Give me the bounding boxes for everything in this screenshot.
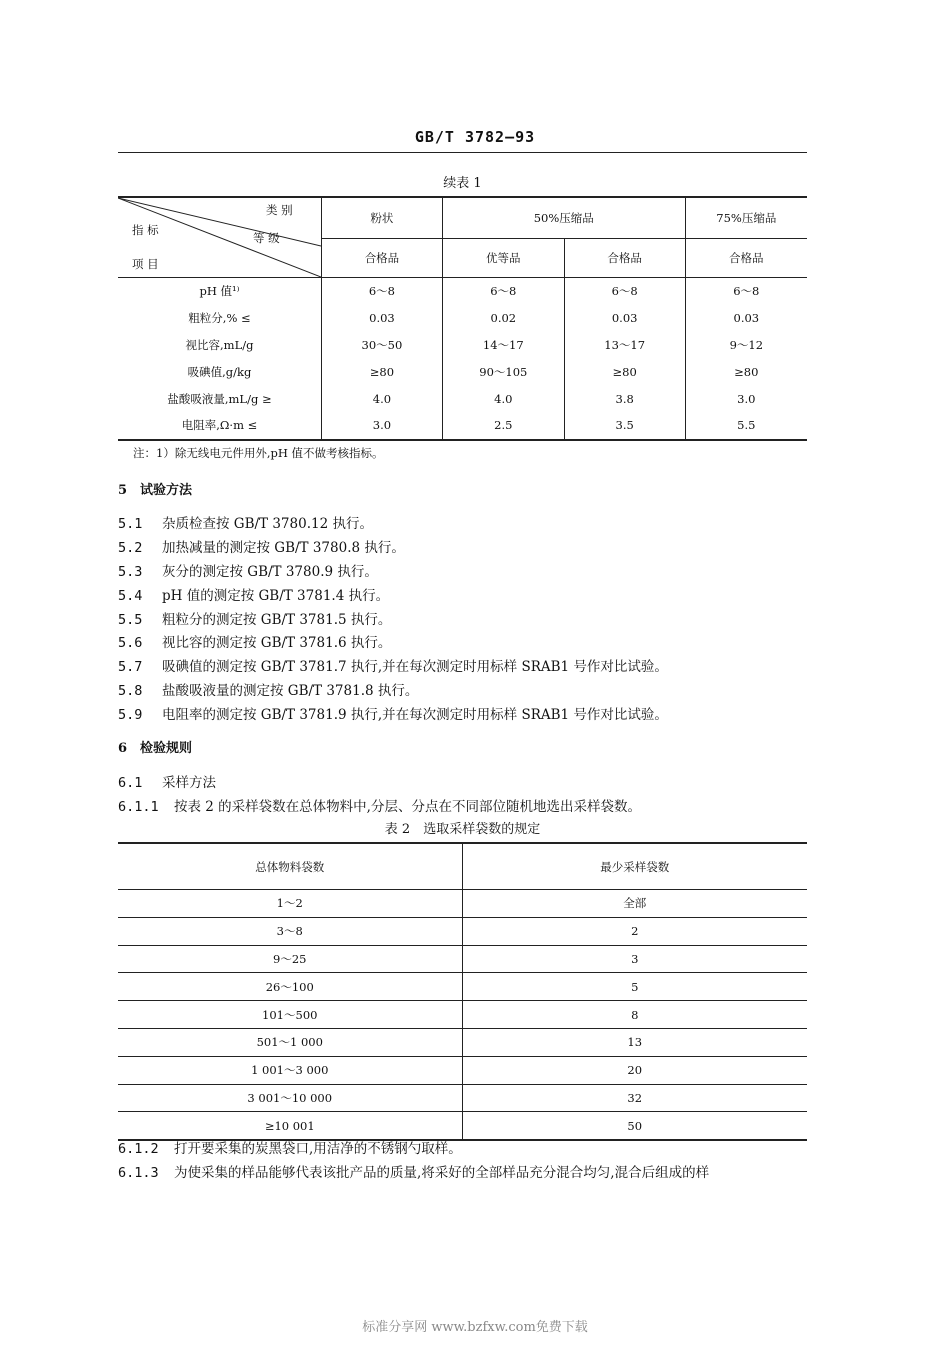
cell: 26～100 [118, 973, 462, 1001]
table2-header: 总体物料袋数 [118, 843, 462, 890]
table1 [118, 196, 807, 441]
row-label: 粗粒分,% ≤ [188, 311, 251, 326]
cell: 30～50 [322, 332, 443, 359]
table2-row [118, 1056, 807, 1084]
clause-num: 5.9 [118, 707, 143, 723]
cell: ≥80 [322, 358, 443, 385]
row-label: pH 值¹⁾ [199, 284, 240, 299]
clause-5-9 [118, 703, 668, 723]
cell: 2.5 [442, 412, 564, 440]
clause-5-4 [118, 584, 389, 604]
cell: 32 [462, 1084, 807, 1112]
clause-text: 吸碘值的测定按 GB/T 3781.7 执行,并在每次测定时用标样 SRAB1 号作对比试验。 [162, 659, 668, 675]
table2-row [118, 1112, 807, 1140]
cell: 全部 [462, 890, 807, 918]
page-header: GB/T 3782—93 [414, 128, 536, 146]
cell: 0.03 [564, 305, 685, 332]
cell: ≥80 [564, 358, 685, 385]
cell: 9～25 [118, 945, 462, 973]
table1-row [118, 385, 807, 412]
clause-text: 电阻率的测定按 GB/T 3781.9 执行,并在每次测定时用标样 SRAB1 号作对比试验。 [162, 707, 668, 723]
table1-note: 注：1）除无线电元件用外,pH 值不做考核指标。 [133, 446, 384, 460]
clause-text: 视比容的测定按 GB/T 3781.6 执行。 [162, 635, 392, 651]
cell: 20 [462, 1056, 807, 1084]
table2-row [118, 890, 807, 918]
clause-6-1-1 [118, 795, 641, 815]
cell: 3 [462, 945, 807, 973]
cell: 6～8 [322, 278, 443, 305]
cell: 13～17 [564, 332, 685, 359]
table2-row [118, 973, 807, 1001]
clause-6-1-2 [118, 1137, 462, 1157]
cell: 5.5 [685, 412, 807, 440]
group-50: 50%压缩品 [442, 197, 685, 239]
clause-text: 灰分的测定按 GB/T 3780.9 执行。 [162, 564, 378, 580]
cell: 3.8 [564, 385, 685, 412]
clause-text: 采样方法 [162, 775, 216, 791]
clause-num: 5.4 [118, 588, 143, 604]
header-rule [118, 152, 807, 153]
clause-text: 按表 2 的采样袋数在总体物料中,分层、分点在不同部位随机地选出采样袋数。 [174, 799, 641, 815]
cell: 6～8 [442, 278, 564, 305]
grade-cell: 合格品 [322, 239, 443, 278]
group-75: 75%压缩品 [685, 197, 807, 239]
cell: 0.03 [322, 305, 443, 332]
cell: 6～8 [564, 278, 685, 305]
cell: ≥80 [685, 358, 807, 385]
table1-corner-cell [118, 197, 322, 278]
cell: 1 001～3 000 [118, 1056, 462, 1084]
table1-row [118, 332, 807, 359]
table1-row [118, 358, 807, 385]
cell: 3 001～10 000 [118, 1084, 462, 1112]
table2-caption: 表 2 选取采样袋数的规定 [384, 822, 541, 837]
cell: 3.5 [564, 412, 685, 440]
row-label: 视比容,mL/g [185, 337, 254, 352]
cell: 1～2 [118, 890, 462, 918]
cell: 4.0 [322, 385, 443, 412]
table2-row [118, 945, 807, 973]
clause-5-2 [118, 536, 405, 556]
clause-text: 盐酸吸液量的测定按 GB/T 3781.8 执行。 [162, 683, 419, 699]
grade-cell: 优等品 [442, 239, 564, 278]
cell: 501～1 000 [118, 1028, 462, 1056]
corner-item: 项 目 [132, 257, 159, 271]
clause-5-3 [118, 560, 378, 580]
clause-num: 5.1 [118, 516, 143, 532]
cell: 3.0 [322, 412, 443, 440]
clause-6-1-3 [118, 1161, 709, 1181]
clause-5-8 [118, 679, 418, 699]
table2-header: 最少采样袋数 [462, 843, 807, 890]
row-label: 吸碘值,g/kg [187, 364, 252, 379]
table1-row [118, 305, 807, 332]
cell: 14～17 [442, 332, 564, 359]
section6-title: 6 检验规则 [118, 741, 193, 756]
cell: 4.0 [442, 385, 564, 412]
cell: 5 [462, 973, 807, 1001]
clause-5-7 [118, 655, 668, 675]
cell: 9～12 [685, 332, 807, 359]
cell: 8 [462, 1001, 807, 1029]
table1-row [118, 412, 807, 440]
cell: 0.03 [685, 305, 807, 332]
cell: 6～8 [685, 278, 807, 305]
table2-row [118, 917, 807, 945]
row-label: 盐酸吸液量,mL/g ≥ [167, 391, 272, 406]
clause-text: 粗粒分的测定按 GB/T 3781.5 执行。 [162, 612, 392, 628]
cell: 101～500 [118, 1001, 462, 1029]
clause-num: 5.8 [118, 683, 143, 699]
table1-caption: 续表 1 [443, 176, 482, 191]
table2-row [118, 1084, 807, 1112]
table2-row [118, 1028, 807, 1056]
cell: 13 [462, 1028, 807, 1056]
clause-text: 打开要采集的炭黑袋口,用洁净的不锈钢勺取样。 [174, 1141, 462, 1157]
clause-6-1 [118, 771, 216, 791]
clause-num: 5.5 [118, 612, 143, 628]
cell: 0.02 [442, 305, 564, 332]
clause-num: 6.1.3 [118, 1165, 159, 1181]
clause-text: 杂质检查按 GB/T 3780.12 执行。 [162, 516, 373, 532]
row-label: 电阻率,Ω·m ≤ [181, 418, 258, 433]
section5-title: 5 试验方法 [118, 483, 193, 498]
clause-5-1 [118, 512, 373, 532]
corner-category: 类 别 [266, 203, 293, 217]
clause-num: 6.1.2 [118, 1141, 159, 1157]
corner-grade: 等 级 [253, 231, 280, 245]
clause-text: 为使采集的样品能够代表该批产品的质量,将采好的全部样品充分混合均匀,混合后组成的样 [174, 1165, 710, 1181]
grade-cell: 合格品 [564, 239, 685, 278]
clause-num: 5.7 [118, 659, 143, 675]
table2-row [118, 1001, 807, 1029]
clause-text: 加热减量的测定按 GB/T 3780.8 执行。 [162, 540, 405, 556]
table2 [118, 842, 807, 1141]
grade-cell: 合格品 [685, 239, 807, 278]
clause-num: 5.3 [118, 564, 143, 580]
cell: ≥10 001 [264, 1118, 315, 1133]
corner-indicator: 指 标 [132, 223, 159, 237]
clause-5-6 [118, 631, 391, 651]
group-powder: 粉状 [322, 197, 443, 239]
cell: 90～105 [442, 358, 564, 385]
footer-watermark: 标准分享网 www.bzfxw.com免费下载 [362, 1320, 588, 1335]
cell: 3.0 [685, 385, 807, 412]
cell: 3～8 [118, 917, 462, 945]
table1-row [118, 278, 807, 305]
clause-num: 5.2 [118, 540, 143, 556]
cell: 50 [462, 1112, 807, 1140]
clause-5-5 [118, 608, 391, 628]
clause-num: 5.6 [118, 635, 143, 651]
clause-text: pH 值的测定按 GB/T 3781.4 执行。 [162, 588, 390, 604]
clause-num: 6.1 [118, 775, 143, 791]
cell: 2 [462, 917, 807, 945]
clause-num: 6.1.1 [118, 799, 159, 815]
